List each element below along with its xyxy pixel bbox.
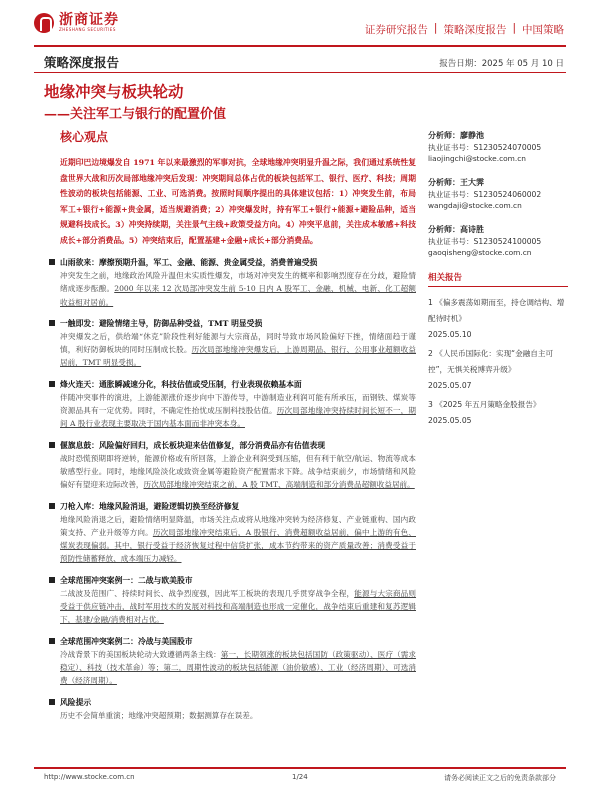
- highlighted-conclusion: 历次局部地缘冲突持续时间长短不一，期间 A 股行业表现主要取决于国内基本面而非冲突本身。: [60, 406, 417, 429]
- core-views-heading: 核心观点: [60, 130, 109, 144]
- header-divider: [34, 45, 566, 47]
- highlighted-conclusion: 历次局部地缘冲突结束之前，A 股 TMT、高端制造和部分消费品超额收益居前。: [143, 480, 415, 490]
- analyst-cert: 执业证书号：S1230524070005: [428, 143, 542, 152]
- key-point: [60, 378, 416, 431]
- highlighted-conclusion: 2000 年以来 12 次局部冲突发生前 5-10 日内 A 股军工、金融、机械、电新、化工超额收益相对居前。: [60, 284, 416, 307]
- key-point: [60, 439, 416, 492]
- key-point-heading: 山雨欲来：摩擦预期升温，军工、金融、能源、贵金属受益，消费普遍受损: [60, 256, 416, 269]
- key-points-list: [60, 256, 416, 722]
- key-point-heading: 全球范围冲突案例二：冷战与美国股市: [60, 635, 416, 648]
- analyst-name: 廖静池: [460, 131, 484, 140]
- page-number: 1/24: [292, 773, 308, 781]
- key-point: [60, 256, 416, 309]
- separator: |: [512, 22, 516, 34]
- report-category-links: [365, 22, 564, 37]
- intro-paragraph: 近期印巴边境爆发自 1971 年以来最激烈的军事对抗，全球地缘冲突明显升温之际，我们通过系统性复盘世界大战和历次局部地缘冲突后发现：冲突期间总体占优的板块包括军工、银行、医疗、科技；周期性波动的板块包括能源、工业、可选消费。按照时间顺序提出的具体建议包括：1）冲突发生前，布局军工+银行+能源+贵金属，适当规避消费；2）冲突爆发时，持有军工+银行+能源+避险品种，适当规避科技成长。3）冲突持续期，关注景气主线+政策受益方向。4）冲突平息前，关注成本敏感+科技成长+部分消费品。5）冲突结束后，配置基建+金融+成长+部分消费品。: [60, 158, 416, 245]
- company-logo: [34, 13, 119, 33]
- analyst-cert: 执业证书号：S1230524100005: [428, 237, 542, 246]
- related-report-title[interactable]: 1 《偏多震荡如期而至，持仓调结构、增配待时机》: [428, 298, 565, 323]
- link-china-strategy[interactable]: 中国策略: [522, 24, 564, 36]
- highlighted-conclusion: 历次局部地缘冲突结束后，A 股银行、消费超额收益居前，偏中上游的有色、煤炭表现偏弱。其中，银行受益于经济恢复过程中信贷扩张，成本节约带来的资产质量改善；消费受益于预防性储蓄释放、成本端压力减轻。: [60, 527, 416, 564]
- analyst-email[interactable]: gaoqisheng@stocke.com.cn: [428, 248, 532, 257]
- key-point-heading: 偃旗息鼓：风险偏好回归，成长板块迎来估值修复，部分消费品亦有估值表现: [60, 439, 416, 452]
- analyst-name: 高诗胜: [460, 225, 484, 234]
- key-point-body: 冷战背景下的美国板块轮动大致遵循两条主线：第一，长期领涨的板块包括国防（政策驱动）、医疗（需求稳定）、科技（技术革命）等；第二，周期性波动的板块包括能源（油价敏感）、工业（经济周期）、可选消费（经济周期）。: [60, 649, 417, 686]
- page-header: [0, 0, 600, 50]
- key-point-body: 战时恐慌预期即将逆转，能源价格或有所回落，上游企业利润受到压缩，但有利于航空/航运、物流等成本敏感型行业。同时，地缘风险淡化或致资金属等避险资产配置需求下降。战争结束前夕，市场情绪和风险偏好有望迎来边际改善，历次局部地缘冲突结束之前，A 股 TMT、高端制造和部分消费品超额收益居前。: [60, 453, 416, 490]
- footer-divider: [34, 767, 566, 769]
- key-point: [60, 696, 416, 722]
- analyst-name: 王大霁: [460, 178, 484, 187]
- key-point-body: 历史不会简单重演；地缘冲突超预期；数据测算存在误差。: [60, 710, 258, 720]
- key-point-body: 伴随冲突事件的演进，上游能源涨价逐步向中下游传导，中游制造业利润可能有所承压，而钢铁、煤炭等资源品具有一定优势。同时，不确定性抬忧成压制科技股估值。历次局部地缘冲突持续时间长短不一，期间 A 股行业表现主要取决于国内基本面而非冲突本身。: [60, 392, 417, 429]
- sidebar: [428, 130, 568, 432]
- link-strategy-report[interactable]: 策略深度报告: [443, 24, 507, 36]
- key-point-heading: 全球范围冲突案例一：二战与欧美股市: [60, 574, 416, 587]
- related-report-title[interactable]: 3 《2025 年五月策略金股报告》: [428, 400, 541, 409]
- key-point-body: 冲突发生之前，地缘政治风险升温但未实质性爆发，市场对冲突发生的概率和影响烈度存在分歧，避险情绪成逐步酝酿。2000 年以来 12 次局部冲突发生前 5-10 日内 A 股军工、金融、机械、电新、化工超额收益相对居前。: [60, 271, 416, 307]
- related-reports-heading: 相关报告: [428, 271, 568, 287]
- highlighted-conclusion: 能源与大宗商品则受益于供应链冲击，战时军用技术的发展对科技和高端制造也形成一定催化，战争结束后重建和复苏逻辑下，基建/金融/消费相对占优。: [60, 588, 417, 625]
- footer-website-link[interactable]: http://www.stocke.com.cn: [44, 773, 135, 781]
- analyst-card: [428, 177, 568, 211]
- key-point-body: 二战波及范围广、持续时间长、战争烈度强，因此军工板块的表现几乎贯穿战争全程，能源与大宗商品则受益于供应链冲击，战时军用技术的发展对科技和高端制造也形成一定催化，战争结束后重建和复苏逻辑下，基建/金融/消费相对占优。: [60, 588, 417, 625]
- report-type: 策略深度报告: [44, 55, 120, 70]
- report-date: 报告日期：2025 年 05 月 10 日: [439, 59, 564, 69]
- highlighted-conclusion: 历次局部地缘冲突爆发后，上游周期品、银行、公用事业超额收益居前，TMT 明显受损。: [60, 345, 417, 368]
- related-report-date: 2025.05.10: [428, 330, 472, 339]
- key-point: [60, 500, 416, 566]
- key-point-heading: 刀枪入库：地缘风险消退，避险逻辑切换至经济修复: [60, 500, 416, 513]
- key-point-heading: 烽火连天：通胀瞬减速分化，科技估值或受压制，行业表现依赖基本面: [60, 378, 416, 391]
- separator: |: [433, 22, 438, 34]
- disclaimer-note: 请务必阅读正文之后的免责条款部分: [444, 774, 556, 782]
- analyst-card: [428, 130, 568, 164]
- key-point-body: 地缘风险消退之后，避险情绪明显降温，市场关注点或将从地缘冲突转为经济修复、产业链重构、国内政策支持、产业升级等方向。历次局部地缘冲突结束后，A 股银行、消费超额收益居前，偏中上游的有色、煤炭表现偏弱。其中，银行受益于经济恢复过程中信贷扩张，成本节约带来的资产质量改善；消费受益于预防性储蓄释放、成本端压力减轻。: [60, 514, 416, 564]
- analyst-role: 分析师：: [428, 178, 460, 187]
- title-divider: [34, 72, 566, 73]
- page-title: 地缘冲突与板块轮动: [44, 82, 184, 101]
- related-report-date: 2025.05.07: [428, 381, 472, 390]
- key-point-heading: 一触即发：避险情绪主导，防御品种受益，TMT 明显受损: [60, 317, 416, 330]
- analyst-card: [428, 224, 568, 258]
- key-point-heading: 风险提示: [60, 696, 416, 709]
- key-point: [60, 317, 416, 370]
- related-report-title[interactable]: 2 《人民币国际化：实现“金融自主可控”，无惧关税博弈升级》: [428, 349, 554, 374]
- logo-mark-icon: [34, 13, 54, 33]
- key-point: [60, 574, 416, 627]
- logo-en: ZHESHANG SECURITIES: [59, 27, 116, 32]
- analyst-email[interactable]: liaojingchi@stocke.com.cn: [428, 154, 526, 163]
- related-report-item[interactable]: [428, 397, 568, 429]
- related-report-date: 2025.05.05: [428, 416, 472, 425]
- link-research-report[interactable]: 证券研究报告: [364, 24, 428, 36]
- analyst-cert: 执业证书号：S1230524060002: [428, 190, 542, 199]
- analyst-email[interactable]: wangdaji@stocke.com.cn: [428, 201, 522, 210]
- page-subtitle: ——关注军工与银行的配置价值: [44, 107, 227, 122]
- analyst-role: 分析师：: [428, 225, 460, 234]
- related-report-item[interactable]: [428, 295, 568, 343]
- logo-cn: 浙商证券: [59, 12, 119, 28]
- related-report-item[interactable]: [428, 346, 568, 394]
- key-point: [60, 635, 416, 688]
- main-content: [60, 128, 416, 722]
- key-point-body: 冲突爆发之后，供给端“休克”阶段性利好能源与大宗商品，同时导致市场风险偏好下挫，情绪面趋于谨慎，利好防御板块的同时压制成长股。历次局部地缘冲突爆发后，上游周期品、银行、公用事业超额收益居前，TMT 明显受损。: [60, 331, 417, 368]
- highlighted-conclusion: 第一，长期领涨的板块包括国防（政策驱动）、医疗（需求稳定）、科技（技术革命）等；第二，周期性波动的板块包括能源（油价敏感）、工业（经济周期）、可选消费（经济周期）。: [60, 649, 417, 686]
- analyst-role: 分析师：: [428, 131, 460, 140]
